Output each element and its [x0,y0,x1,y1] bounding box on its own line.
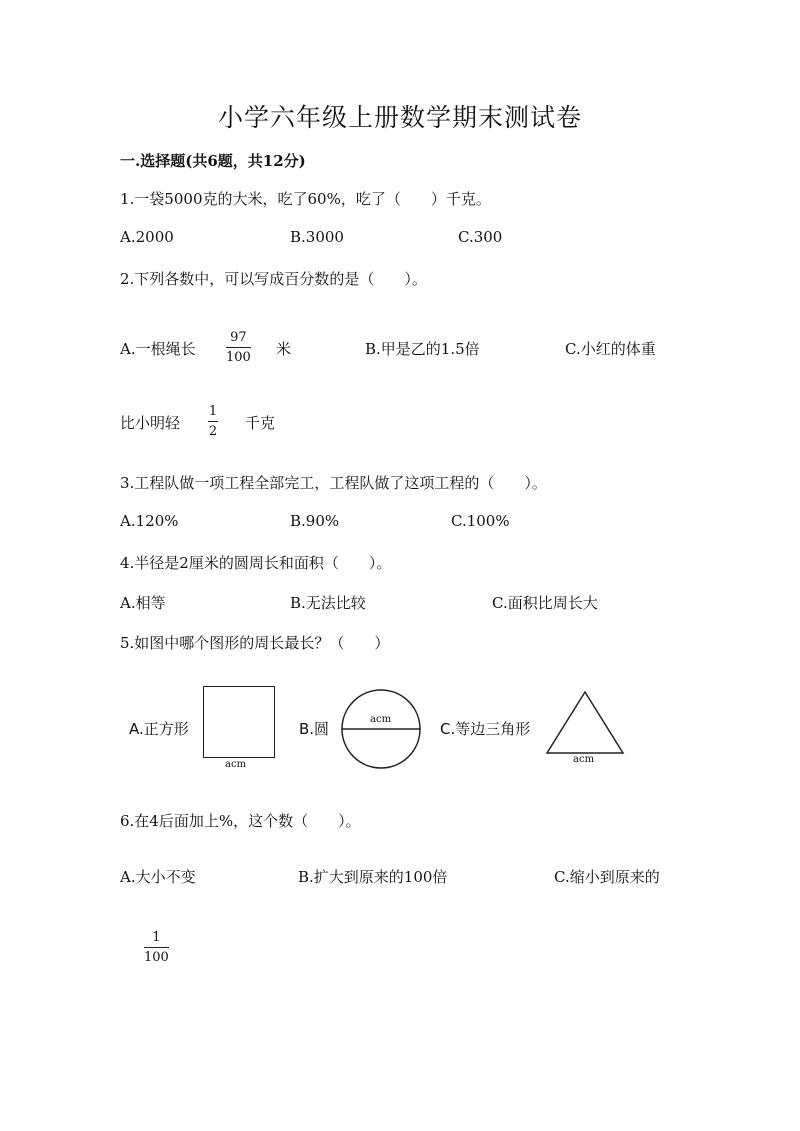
q2-option-a-fraction [226,330,251,365]
q4-option-c: C.面积比周长大 [492,594,598,612]
fraction-numerator: 1 [152,930,161,945]
fraction-bar [226,347,251,348]
q4-option-b: B.无法比较 [290,594,366,612]
figure-label-triangle: C.等边三角形 [440,720,531,738]
page-title: 小学六年级上册数学期末测试卷 [217,103,582,132]
triangle-shape [545,690,625,756]
fraction-denominator: 2 [208,424,218,439]
q1-option-b: B.3000 [290,228,344,246]
triangle-side-label: acm [573,754,595,765]
q2-option-c-suffix: 千克 [245,414,276,432]
fraction-denominator: 100 [144,950,169,965]
q3-option-b: B.90% [290,512,340,530]
fraction-bar [144,947,169,948]
square-shape [203,686,275,758]
q2-option-c: C.小红的体重 [565,340,656,358]
question-3-stem: 3.工程队做一项工程全部完工，工程队做了这项工程的（ ）。 [120,474,547,492]
question-4-stem: 4.半径是2厘米的圆周长和面积（ ）。 [120,554,392,572]
q2-option-a-prefix: A.一根绳长 [120,340,196,358]
q2-option-c-continued: 比小明轻 [120,414,181,432]
question-2-stem: 2.下列各数中，可以写成百分数的是（ ）。 [120,270,427,288]
figure-label-circle: B.圆 [299,720,330,738]
q3-option-a: A.120% [120,512,179,530]
fraction-numerator: 97 [230,330,247,345]
q2-option-a-suffix: 米 [276,340,292,358]
section-heading: 一.选择题(共6题，共12分) [120,152,306,170]
figure-label-square: A.正方形 [129,720,189,738]
q3-option-c: C.100% [451,512,510,530]
fraction-denominator: 100 [226,350,251,365]
question-5-stem: 5.如图中哪个图形的周长最长？（ ） [120,634,390,652]
fraction-bar [208,421,218,422]
q1-option-a: A.2000 [120,228,174,246]
circle-shape [340,688,422,770]
q6-option-c-fraction [144,930,169,965]
q2-option-b: B.甲是乙的1.5倍 [365,340,480,358]
q1-option-c: C.300 [458,228,503,246]
q6-option-b: B.扩大到原来的100倍 [298,868,448,886]
fraction-numerator: 1 [208,404,218,419]
question-1-stem: 1.一袋5000克的大米，吃了60%，吃了（ ）千克。 [120,190,491,208]
q2-option-c-fraction [208,404,218,439]
q4-option-a: A.相等 [120,594,166,612]
square-side-label: acm [225,759,247,770]
question-6-stem: 6.在4后面加上%，这个数（ ）。 [120,812,361,830]
q6-option-c: C.缩小到原来的 [554,868,660,886]
q6-option-a: A.大小不变 [120,868,196,886]
circle-diameter-label: acm [370,714,392,725]
